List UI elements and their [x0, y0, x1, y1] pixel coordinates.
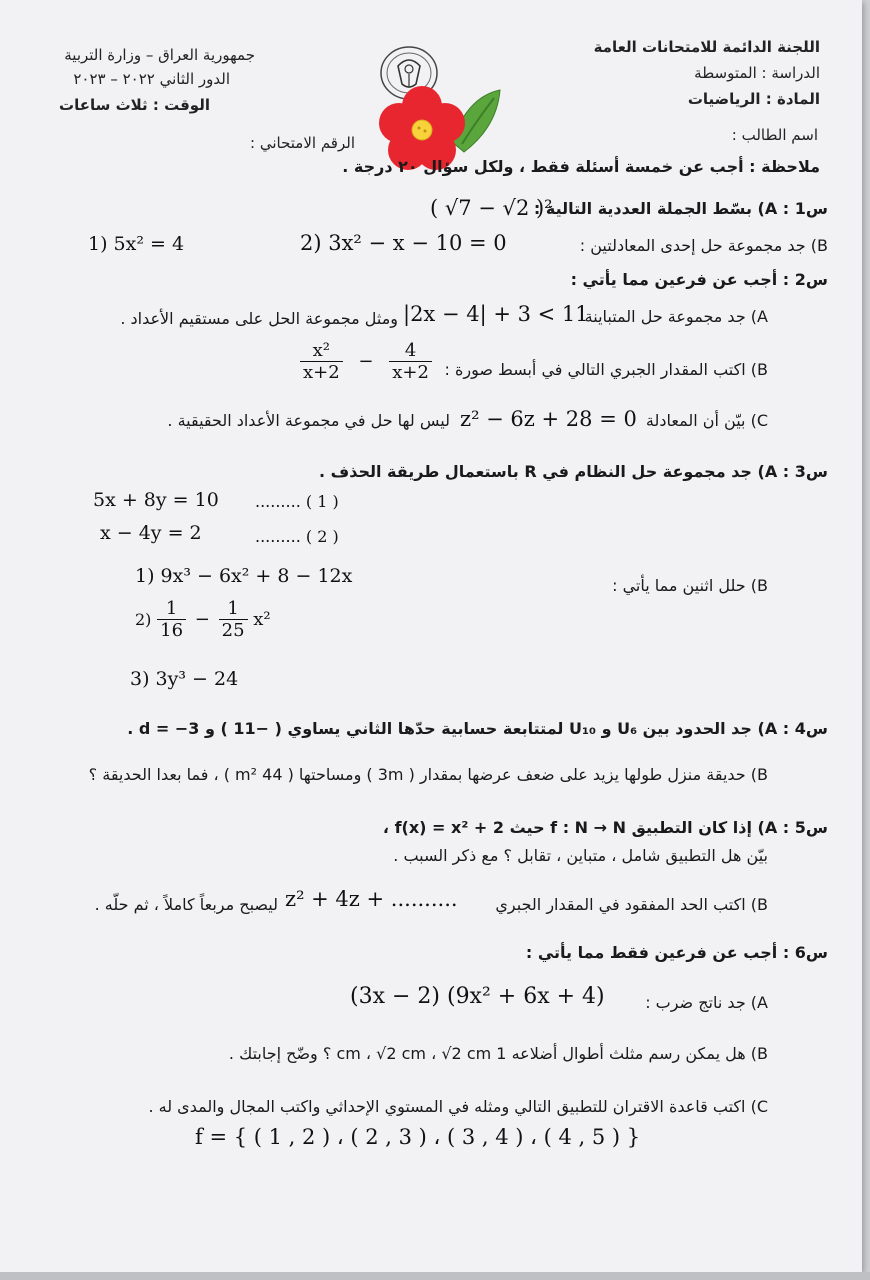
- q3-b-text: B) حلل اثنين مما يأتي :: [612, 576, 768, 595]
- q3-b-denominator-1: 16: [160, 620, 184, 641]
- q3-b-numerator-1: 1: [157, 598, 186, 620]
- q3-b-item-2-label: 2): [135, 610, 152, 629]
- q3-equation-2: x − 4y = 2: [100, 522, 202, 544]
- q3-b-fraction-1: [157, 598, 186, 641]
- q6-a-text: A) جد ناتج ضرب :: [645, 993, 768, 1012]
- header-ministry: جمهورية العراق – وزارة التربية: [64, 46, 255, 64]
- q2-b-denominator-2: x+2: [392, 362, 429, 383]
- q1-b-equation-2: 2) 3x² − x − 10 = 0: [300, 231, 507, 255]
- exam-number-label: الرقم الامتحاني :: [250, 134, 355, 152]
- q4-a-text: س4 : A) جد الحدود بين U₆ و U₁₀ لمتتابعة حسابية حدّها الثاني يساوي ( −11 ) و d = −3 .: [127, 719, 828, 738]
- header-committee: اللجنة الدائمة للامتحانات العامة: [593, 38, 820, 56]
- q2-b-denominator-1: x+2: [303, 362, 340, 383]
- q2-a-text: A) جد مجموعة حل المتباينة: [584, 307, 768, 326]
- q2-c-text: C) بيّن أن المعادلة: [645, 411, 768, 430]
- q2-a-inequality: |2x − 4| + 3 < 11: [403, 302, 589, 326]
- q2-b-minus: −: [358, 351, 374, 372]
- q2-c-text-2: ليس لها حل في مجموعة الأعداد الحقيقية .: [167, 411, 450, 430]
- q2-b-text: B) اكتب المقدار الجبري التالي في أبسط صورة :: [444, 360, 768, 379]
- q2-intro: س2 : أجب عن فرعين مما يأتي :: [570, 270, 828, 289]
- q6-c-expression: f = { ( 1 , 2 ) ، ( 2 , 3 ) ، ( 3 , 4 ) ، ( 4 , 5 ) }: [195, 1125, 641, 1149]
- q6-intro: س6 : أجب عن فرعين فقط مما يأتي :: [525, 943, 828, 962]
- exam-note: ملاحظة : أجب عن خمسة أسئلة فقط ، ولكل سؤال ٢٠ درجة .: [342, 157, 820, 176]
- header-session: الدور الثاني ٢٠٢٢ – ٢٠٢٣: [73, 70, 230, 88]
- header-subject: المادة : الرياضيات: [687, 90, 820, 108]
- q2-b-numerator-2: 4: [389, 340, 432, 362]
- q2-b-fraction-1: [300, 340, 343, 383]
- q3-b-fraction-2: [219, 598, 248, 641]
- q5-a-text-2: بيّن هل التطبيق شامل ، متباين ، تقابل ؟ مع ذكر السبب .: [393, 846, 768, 865]
- q5-a-text: س5 : A) إذا كان التطبيق f : N → N حيث f(x) = x² + 2 ،: [382, 818, 828, 837]
- q2-b-fraction-2: [389, 340, 432, 383]
- q4-b-text: B) حديقة منزل طولها يزيد على ضعف عرضها بمقدار ( 3m ) ومساحتها ( 44 m² ) ، فما بعدا الحديقة ؟: [88, 765, 768, 784]
- q1-b-text: B) جد مجموعة حل إحدى المعادلتين :: [579, 236, 828, 255]
- q3-equation-2-tag: ......... ( 2 ): [255, 527, 339, 546]
- q3-b-denominator-2: 25: [221, 620, 245, 641]
- q5-b-text: B) اكتب الحد المفقود في المقدار الجبري: [495, 895, 768, 914]
- q1-a-text: س1 : A) بسّط الجملة العددية التالية :: [533, 199, 828, 218]
- q3-equation-1-tag: ......... ( 1 ): [255, 492, 339, 511]
- q1-a-expression: ( √7 − √2 )²: [430, 196, 553, 220]
- q3-b-item-3: 3) 3y³ − 24: [130, 668, 239, 690]
- header-study: الدراسة : المتوسطة: [694, 64, 820, 82]
- header-time: الوقت : ثلاث ساعات: [59, 96, 210, 114]
- student-name-label: اسم الطالب :: [731, 126, 818, 144]
- q3-b-numerator-2: 1: [219, 598, 248, 620]
- q6-a-expression: (3x − 2) (9x² + 6x + 4): [350, 984, 605, 1009]
- q6-c-text: C) اكتب قاعدة الاقتران للتطبيق التالي ومثله في المستوي الإحداثي واكتب المجال والمدى له .: [148, 1097, 768, 1116]
- q3-b-item-2-tail: x²: [253, 609, 271, 630]
- q5-b-text-2: ليصبح مربعاً كاملاً ، ثم حلّه .: [94, 895, 278, 914]
- q3-b-item-1: 1) 9x³ − 6x² + 8 − 12x: [135, 565, 353, 587]
- q2-a-text-2: ومثل مجموعة الحل على مستقيم الأعداد .: [120, 309, 398, 328]
- q3-a-text: س3 : A) جد مجموعة حل النظام في R باستعمال طريقة الحذف .: [318, 462, 828, 481]
- q5-b-expression: z² + 4z + ..........: [285, 887, 458, 911]
- q3-b-item-2: [135, 598, 271, 641]
- q2-c-equation: z² − 6z + 28 = 0: [460, 407, 637, 431]
- q3-b-minus: −: [194, 609, 210, 630]
- page-bottom-edge: [0, 1272, 870, 1280]
- q3-equation-1: 5x + 8y = 10: [93, 489, 219, 511]
- q1-b-equation-1: 1) 5x² = 4: [88, 233, 185, 255]
- q2-b-expression: [300, 340, 432, 383]
- q6-b-text: B) هل يمكن رسم مثلث أطوال أضلاعه 1 cm ، √2 cm ، √2 cm ؟ وضّح إجابتك .: [228, 1044, 768, 1063]
- q2-b-numerator-1: x²: [300, 340, 343, 362]
